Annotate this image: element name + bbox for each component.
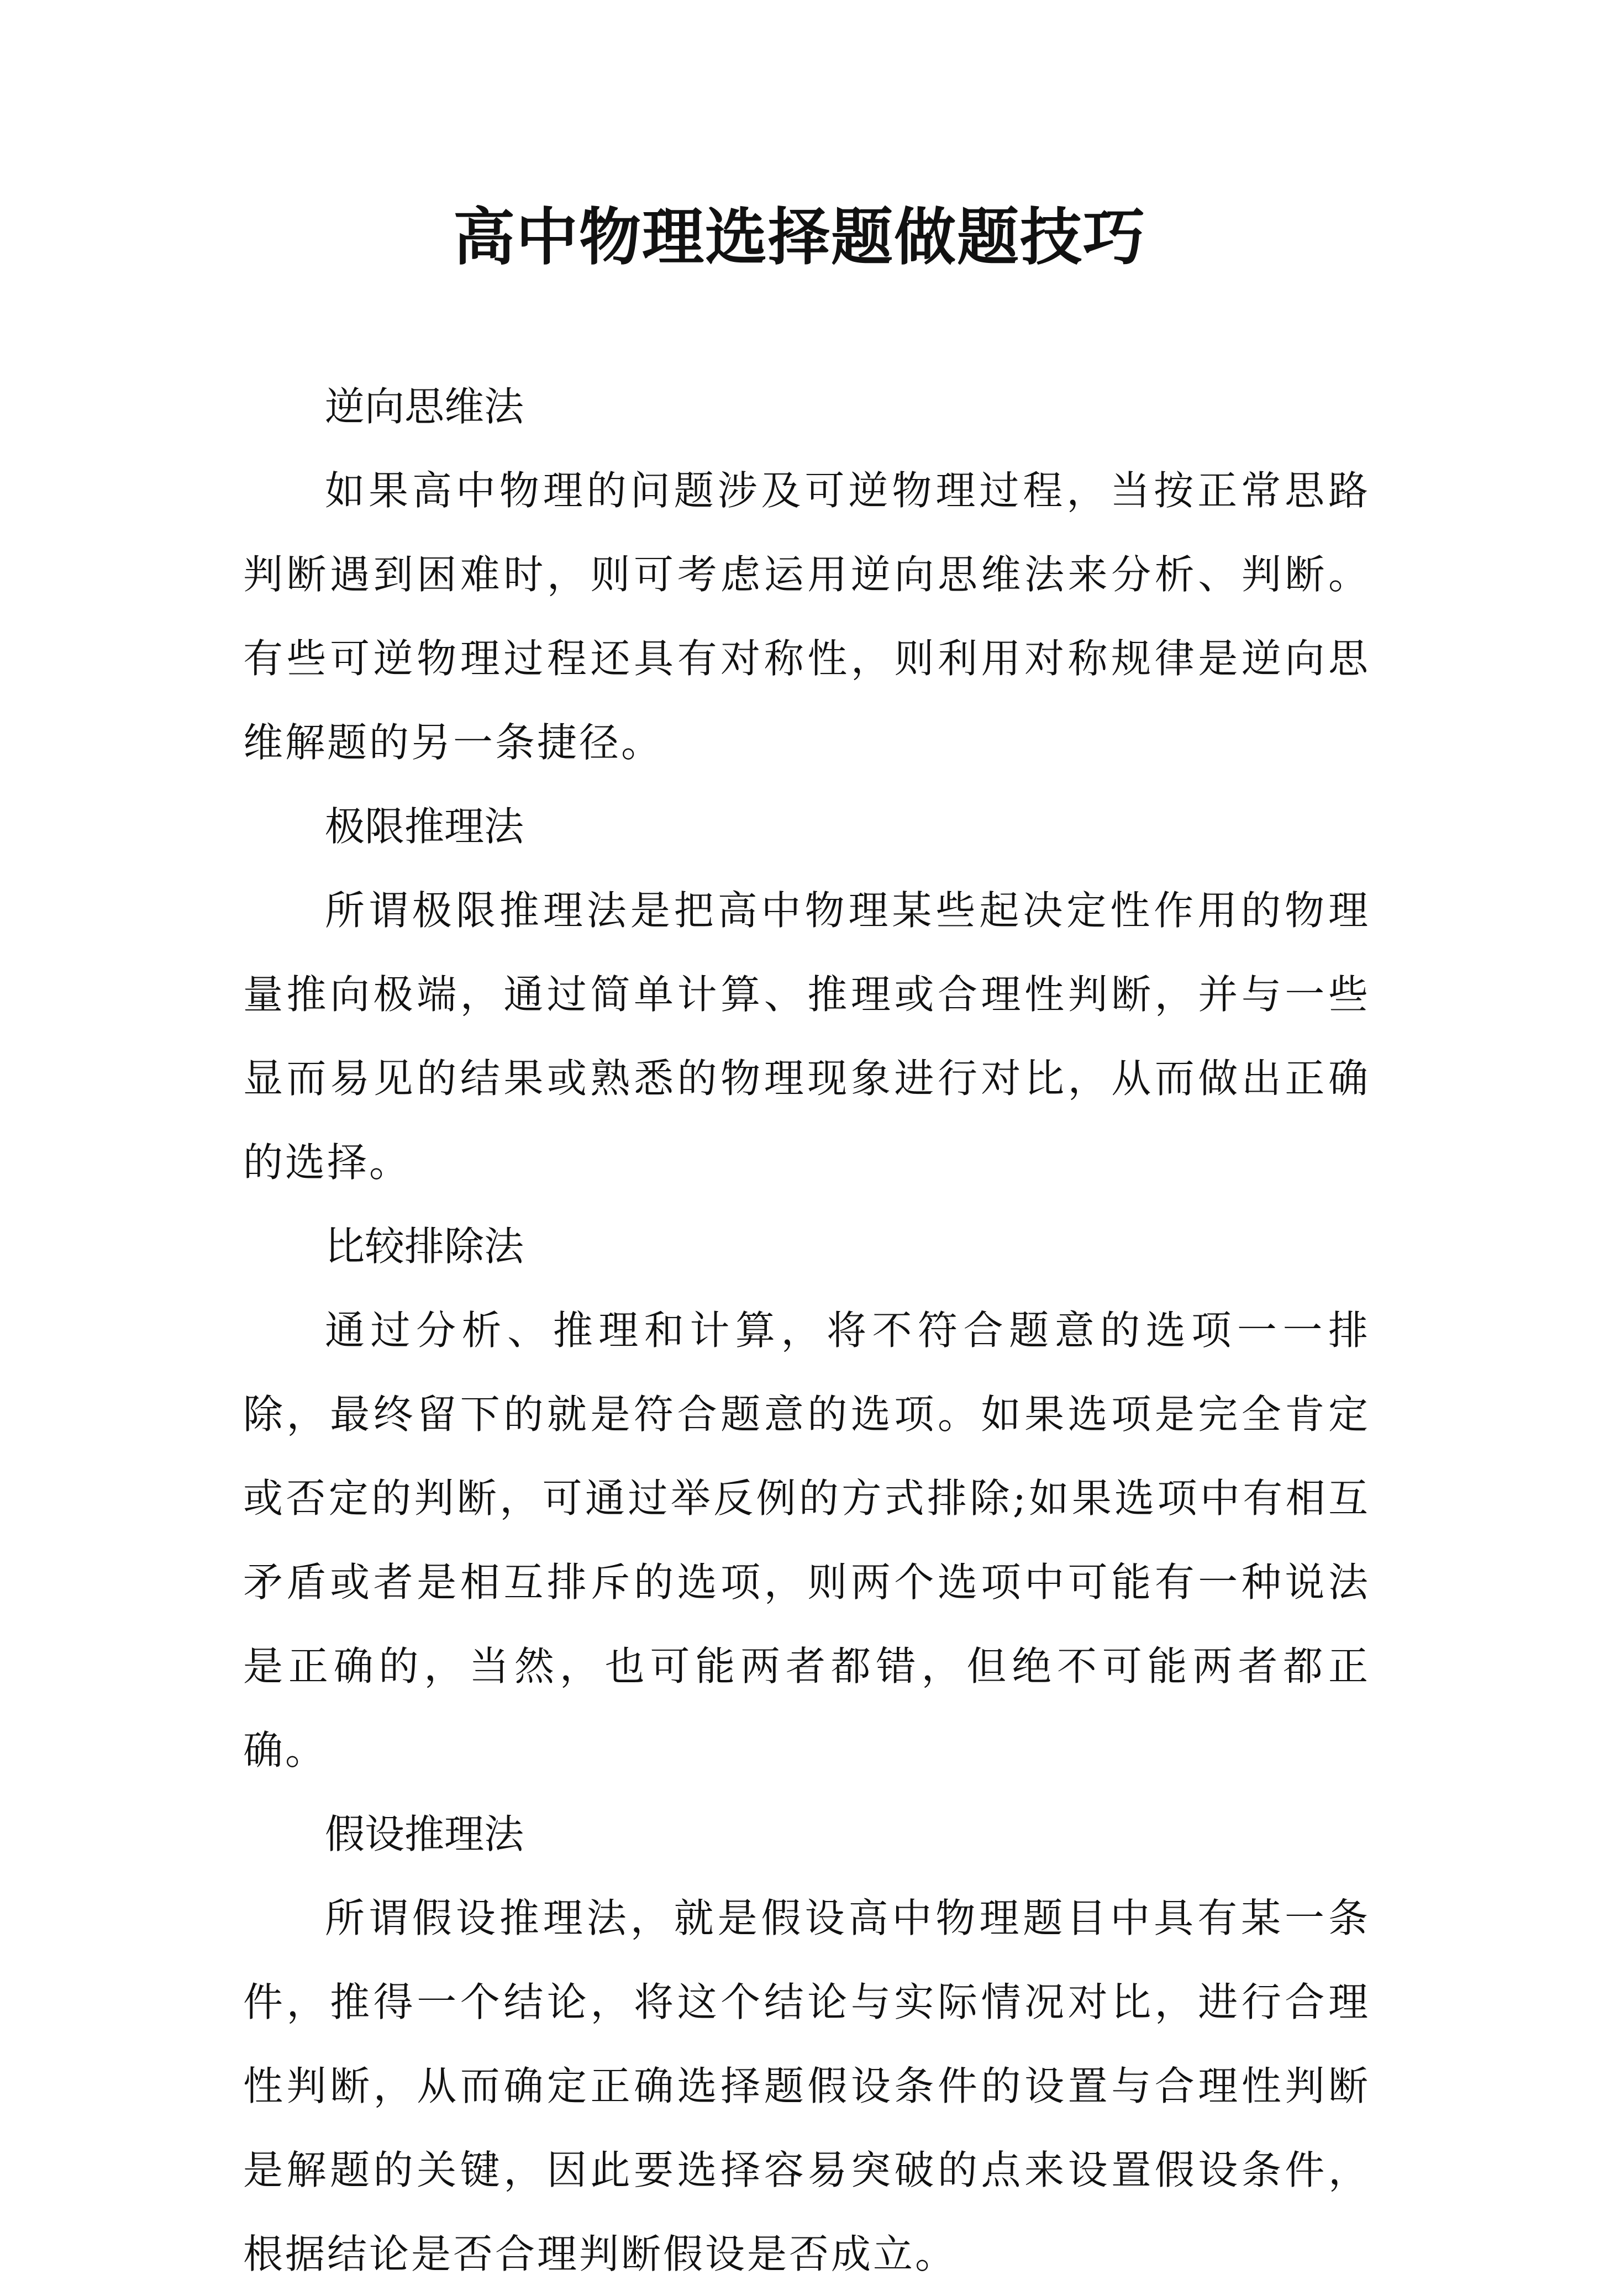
section-paragraph: 如果高中物理的问题涉及可逆物理过程，当按正常思路判断遇到困难时，则可考虑运用逆向思维法来分析、判断。有些可逆物理过程还具有对称性，则利用对称规律是逆向思维解题的另一条捷径。 (243, 467, 1370, 766)
section-paragraph: 通过分析、推理和计算，将不符合题意的选项一一排除，最终留下的就是符合题意的选项。如果选项是完全肯定或否定的判断，可通过举反例的方式排除;如果选项中有相互矛盾或者是相互排斥的选项，则两个选项中可能有一种说法是正确的，当然，也可能两者都错，但绝不可能两者都正确。 (243, 1307, 1370, 1773)
section-heading: 极限推理法 (325, 803, 524, 850)
section-heading: 假设推理法 (325, 1811, 524, 1857)
section-paragraph: 所谓极限推理法是把高中物理某些起决定性作用的物理量推向极端，通过简单计算、推理或合理性判断，并与一些显而易见的结果或熟悉的物理现象进行对比，从而做出正确的选择。 (243, 887, 1370, 1186)
section-paragraph: 所谓假设推理法，就是假设高中物理题目中具有某一条件，推得一个结论，将这个结论与实际情况对比，进行合理性判断，从而确定正确选择题假设条件的设置与合理性判断是解题的关键，因此要选择容易突破的点来设置假设条件，根据结论是否合理判断假设是否成立。 (243, 1895, 1370, 2277)
section-heading: 比较排除法 (325, 1223, 524, 1270)
section-comparison-elimination (243, 1204, 1370, 1792)
document-title: 高中物理选择题做题技巧 (453, 201, 1146, 273)
section-limit-reasoning (243, 784, 1370, 1204)
section-heading: 逆向思维法 (325, 383, 524, 430)
document-body (243, 365, 1370, 2296)
section-reverse-thinking (243, 365, 1370, 784)
section-hypothesis-reasoning (243, 1792, 1370, 2296)
